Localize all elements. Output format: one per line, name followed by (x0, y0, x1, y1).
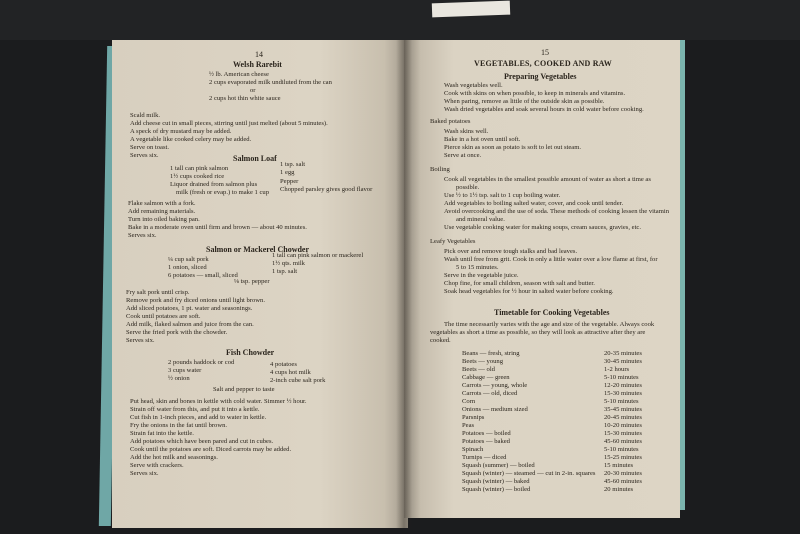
instruction: Serve at once. (444, 152, 482, 159)
instruction: Cook with skins on when possible, to keep in minerals and vitamins. (444, 90, 626, 97)
ingredient: milk (fresh or evap.) to make 1 cup (176, 189, 270, 196)
ingredient: 1 onion, sliced (168, 264, 207, 271)
instruction: Turn into oiled baking pan. (128, 216, 200, 223)
paragraph: The time necessarily varies with the age and size of the vegetable. Always cook (444, 321, 655, 328)
instruction: Add vegetables to boiling salted water, cover, and cook until tender. (444, 200, 624, 207)
ingredient: 1 tsp. salt (272, 268, 298, 275)
recipe-title: Salmon or Mackerel Chowder (206, 245, 310, 254)
instruction: Strain off water from this, and put it into a kettle. (130, 406, 260, 413)
instruction: Serves six. (126, 337, 155, 344)
ingredient: Salt and pepper to taste (213, 386, 275, 393)
timetable-time: 10-20 minutes (604, 422, 642, 429)
instruction: Put head, skin and bones in kettle with cold water. Simmer ½ hour. (130, 398, 307, 405)
ingredient: 3 cups water (168, 367, 202, 374)
instruction: Use vegetable cooking water for making soups, cream sauces, gravies, etc. (444, 224, 642, 231)
ingredient: 1½ cups cooked rice (170, 173, 225, 180)
timetable-vegetable: Peas (462, 422, 475, 429)
instruction: Pierce skin as soon as potato is soft to let out steam. (444, 144, 581, 151)
instruction: Cook until potatoes are soft. (126, 313, 201, 320)
timetable-time: 15-25 minutes (604, 454, 642, 461)
timetable-vegetable: Beets — old (462, 366, 495, 373)
timetable-time: 20-45 minutes (604, 414, 642, 421)
timetable-vegetable: Beans — fresh, string (462, 350, 520, 357)
instruction: Add cheese cut in small pieces, stirring until just melted (about 5 minutes). (130, 120, 328, 127)
paragraph: vegetables as short a time as possible, so they will look as attractive after they are (430, 329, 646, 336)
instruction: Serve in the vegetable juice. (444, 272, 519, 279)
ingredient: 2 cups evaporated milk undiluted from the can (209, 79, 332, 86)
instruction: Cook all vegetables in the smallest possible amount of water as short a time as (444, 176, 651, 183)
instruction: Serves six. (128, 232, 157, 239)
ingredient: 4 cups hot milk (270, 369, 311, 376)
right-page (404, 40, 680, 518)
section-heading: VEGETABLES, COOKED AND RAW (474, 59, 612, 68)
ingredient: 1 tall can pink salmon or mackerel (272, 252, 364, 259)
instruction: Cook until the potatoes are soft. Diced carrots may be added. (130, 446, 292, 453)
ingredient: 1 tsp. salt (280, 161, 306, 168)
timetable-vegetable: Cabbage — green (462, 374, 510, 381)
timetable-time: 12-20 minutes (604, 382, 642, 389)
instruction: Serve on toast. (130, 144, 170, 151)
timetable-vegetable: Beets — young (462, 358, 504, 365)
instruction: Serves six. (130, 152, 159, 159)
instruction: Bake in a moderate oven until firm and brown — about 40 minutes. (128, 224, 307, 231)
instruction: Add milk, flaked salmon and juice from the can. (126, 321, 254, 328)
timetable-vegetable: Squash (summer) — boiled (462, 462, 535, 469)
recipe-title: Welsh Rarebit (233, 60, 282, 69)
subsection-title: Preparing Vegetables (504, 72, 577, 81)
ingredient: Liquor drained from salmon plus (170, 181, 258, 188)
timetable-time: 15-30 minutes (604, 430, 642, 437)
instruction: possible. (456, 184, 480, 191)
paragraph: cooked. (430, 337, 451, 344)
instruction: Add sliced potatoes, 1 pt. water and seasonings. (126, 305, 253, 312)
timetable-time: 30-45 minutes (604, 358, 642, 365)
timetable-vegetable: Squash (winter) — baked (462, 478, 530, 485)
timetable-vegetable: Squash (winter) — steamed — cut in 2-in. squares (462, 470, 596, 477)
instruction: Scald milk. (130, 112, 161, 119)
timetable-time: 45-60 minutes (604, 478, 642, 485)
timetable-vegetable: Carrots — old, diced (462, 390, 518, 397)
timetable-vegetable: Potatoes — baked (462, 438, 510, 445)
timetable-time: 1-2 hours (604, 366, 630, 373)
ingredient: ½ onion (168, 375, 190, 382)
ingredient: ¼ cup salt pork (168, 256, 209, 263)
timetable-time: 5-10 minutes (604, 398, 639, 405)
ingredient: ½ lb. American cheese (209, 71, 269, 78)
instruction: Serve the fried pork with the chowder. (126, 329, 228, 336)
instruction: Remove pork and fry diced onions until light brown. (126, 297, 265, 304)
subsection-title: Boiling (430, 166, 450, 173)
instruction: Serve with crackers. (130, 462, 184, 469)
ingredient: 2 cups hot thin white sauce (209, 95, 281, 102)
instruction: Bake in a hot oven until soft. (444, 136, 521, 143)
instruction: 5 to 15 minutes. (456, 264, 499, 271)
timetable-time: 45-60 minutes (604, 438, 642, 445)
ingredient: 1½ qts. milk (272, 260, 305, 267)
instruction: Wash skins well. (444, 128, 489, 135)
instruction: Add potatoes which have been pared and cut in cubes. (130, 438, 274, 445)
timetable-time: 20-30 minutes (604, 470, 642, 477)
page-number: 14 (255, 50, 263, 59)
instruction: Add the hot milk and seasonings. (130, 454, 218, 461)
instruction: A vegetable like cooked celery may be added. (130, 136, 252, 143)
timetable-time: 5-10 minutes (604, 374, 639, 381)
ingredient: Pepper (280, 178, 299, 185)
timetable-vegetable: Corn (462, 398, 476, 405)
ingredient: ⅛ tsp. pepper (234, 278, 270, 285)
timetable-time: 20 minutes (604, 486, 634, 493)
timetable-time: 15-30 minutes (604, 390, 642, 397)
instruction: Chop fine, for small children, season with salt and butter. (444, 280, 595, 287)
ingredient: Chopped parsley gives good flavor (280, 186, 373, 193)
instruction: A speck of dry mustard may be added. (130, 128, 232, 135)
subsection-title: Timetable for Cooking Vegetables (494, 308, 610, 317)
ingredient: 2-inch cube salt pork (270, 377, 326, 384)
instruction: Wash until free from grit. Cook in only a little water over a low flame at first, for (444, 256, 658, 263)
recipe-title: Salmon Loaf (233, 154, 277, 163)
recipe-title: Fish Chowder (226, 348, 275, 357)
instruction: Serves six. (130, 470, 159, 477)
timetable-vegetable: Spinach (462, 446, 484, 453)
instruction: Pick over and remove tough stalks and bad leaves. (444, 248, 578, 255)
instruction: Wash vegetables well. (444, 82, 503, 89)
instruction: Strain fat into the kettle. (130, 430, 194, 437)
subsection-title: Baked potatoes (430, 118, 471, 125)
ingredient: 1 tall can pink salmon (170, 165, 229, 172)
instruction: Cut fish in 1-inch pieces, and add to water in kettle. (130, 414, 267, 421)
timetable-time: 15 minutes (604, 462, 634, 469)
timetable-time: 20-35 minutes (604, 350, 642, 357)
timetable-time: 35-45 minutes (604, 406, 642, 413)
ingredient: 6 potatoes — small, sliced (168, 272, 238, 279)
left-page (112, 40, 408, 528)
ingredient: 4 potatoes (270, 361, 297, 368)
timetable-vegetable: Parsnips (462, 414, 485, 421)
ingredient: 1 egg (280, 169, 295, 176)
page-number: 15 (541, 48, 549, 57)
timetable-vegetable: Onions — medium sized (462, 406, 528, 413)
timetable-vegetable: Potatoes — boiled (462, 430, 511, 437)
ingredient: 2 pounds haddock or cod (168, 359, 235, 366)
timetable-vegetable: Squash (winter) — boiled (462, 486, 531, 493)
instruction: Avoid overcooking and the use of soda. These methods of cooking lessen the vitamin (444, 208, 669, 215)
timetable-vegetable: Turnips — diced (462, 454, 507, 461)
paper-tag (432, 1, 510, 18)
instruction: When paring, remove as little of the outside skin as possible. (444, 98, 605, 105)
instruction: Soak head vegetables for ½ hour in salted water before cooking. (444, 288, 614, 295)
timetable-time: 5-10 minutes (604, 446, 639, 453)
instruction: and mineral value. (456, 216, 505, 223)
subsection-title: Leafy Vegetables (430, 238, 476, 245)
instruction: Add remaining materials. (128, 208, 196, 215)
instruction: Fry the onions in the fat until brown. (130, 422, 228, 429)
ingredient: or (250, 87, 256, 94)
instruction: Use ½ to 1½ tsp. salt to 1 cup boiling water. (444, 192, 561, 199)
instruction: Wash dried vegetables and soak several hours in cold water before cooking. (444, 106, 644, 113)
timetable-vegetable: Carrots — young, whole (462, 382, 528, 389)
background (0, 0, 800, 40)
instruction: Flake salmon with a fork. (128, 200, 196, 207)
book-spine-shadow (396, 40, 412, 528)
instruction: Fry salt pork until crisp. (126, 289, 190, 296)
